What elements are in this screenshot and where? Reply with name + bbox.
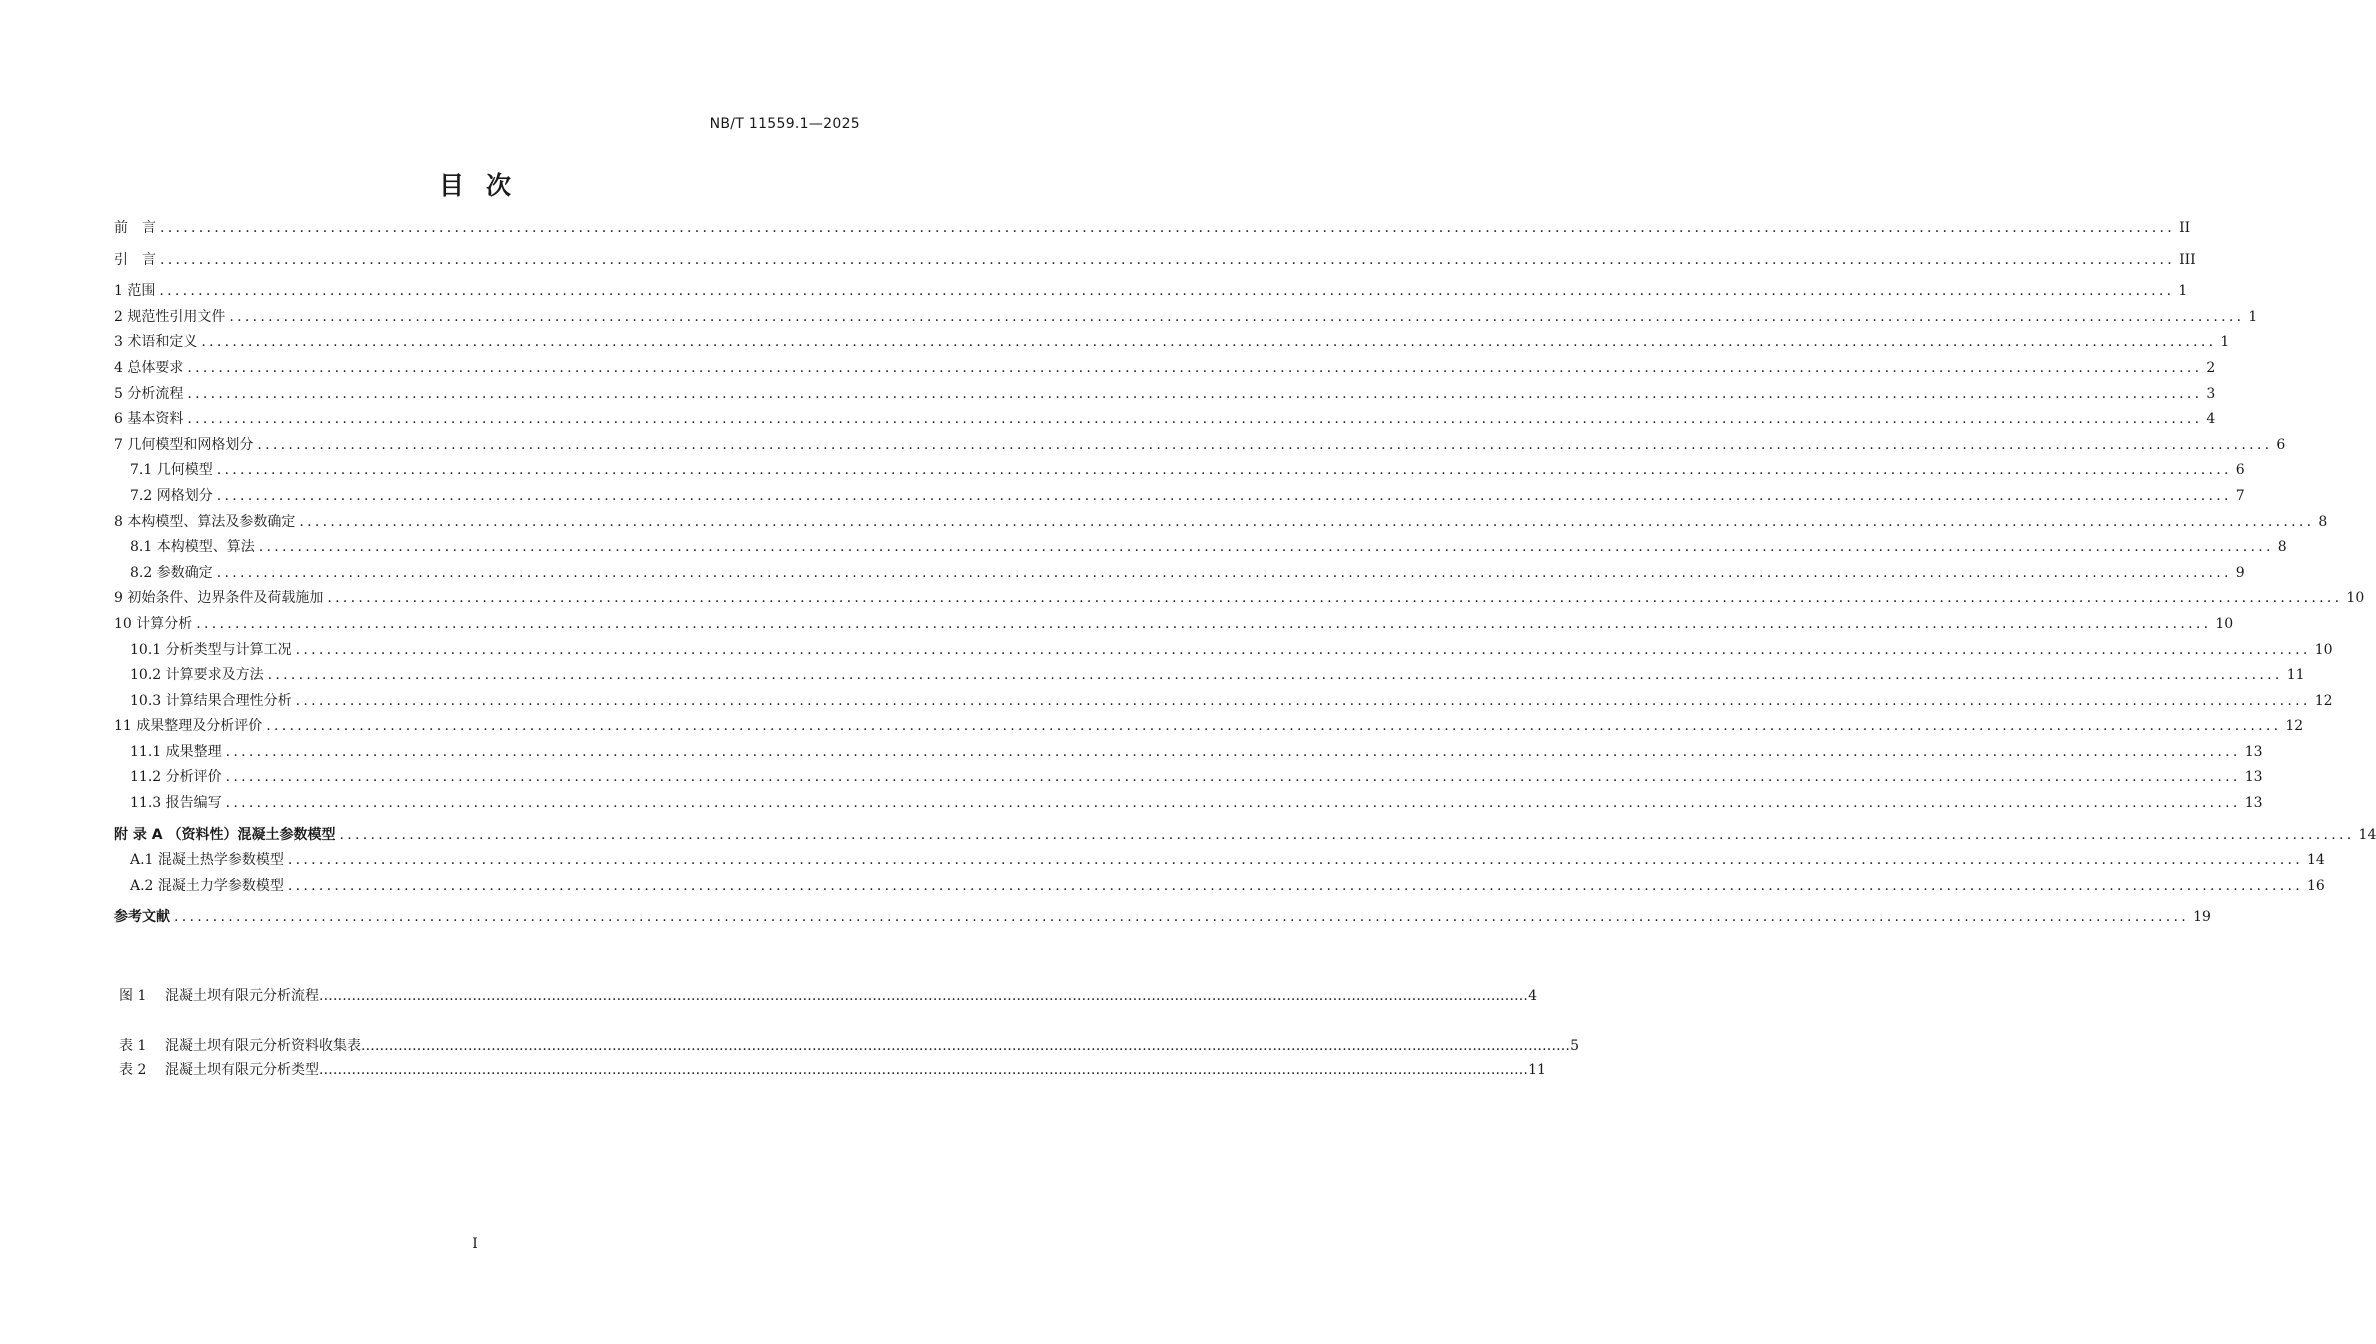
table-title: 混凝土坝有限元分析类型 <box>165 1062 319 1078</box>
table-number: 表 2 <box>119 1062 147 1078</box>
toc-entry-page: 16 <box>2306 877 2325 894</box>
toc-entry[interactable] <box>114 356 2216 382</box>
toc-entry-page: 13 <box>2244 769 2263 786</box>
table-entry-page: 5 <box>1570 1038 1579 1054</box>
figure-leader-dots: .................................................................................................................................................................................................................................................................... <box>319 988 1529 1004</box>
toc-entry-label: 11.3 报告编写 <box>130 795 222 812</box>
toc-leader-dots: .................................................................................................................................................................................................................................................................... <box>229 308 2245 325</box>
toc-entry-label: 参考文献 <box>114 909 170 926</box>
figure-entry-page: 4 <box>1528 988 1537 1004</box>
figure-title: 混凝土坝有限元分析流程 <box>165 988 319 1004</box>
toc-leader-dots: .................................................................................................................................................................................................................................................................... <box>159 283 2175 300</box>
toc-entry-page: 10 <box>2215 615 2234 632</box>
toc-entry[interactable] <box>114 484 2245 510</box>
toc-leader-dots: .................................................................................................................................................................................................................................................................... <box>257 436 2273 453</box>
toc-leader-dots: .................................................................................................................................................................................................................................................................... <box>295 692 2311 709</box>
toc-entry[interactable] <box>114 535 2287 561</box>
toc-entry-label: 7 几何模型和网格划分 <box>114 436 254 453</box>
figure-table-list <box>119 984 1579 1082</box>
toc-entry[interactable] <box>114 561 2245 587</box>
toc-leader-dots: .................................................................................................................................................................................................................................................................... <box>187 385 2203 402</box>
toc-entry-label: 11 成果整理及分析评价 <box>114 718 263 735</box>
toc-entry-label: 8 本构模型、算法及参数确定 <box>114 513 296 530</box>
toc-entry[interactable] <box>114 663 2305 689</box>
toc-leader-dots: .................................................................................................................................................................................................................................................................... <box>160 220 2176 236</box>
toc-entry[interactable] <box>114 612 2234 638</box>
toc-entry-label: 10.2 计算要求及方法 <box>130 667 264 684</box>
toc-entry-page: 8 <box>2277 539 2287 556</box>
toc-entry-page: 9 <box>2235 564 2245 581</box>
table-of-contents <box>114 216 2376 931</box>
toc-entry-label: 附 录 A （资料性）混凝土参数模型 <box>114 826 336 843</box>
toc-leader-dots: .................................................................................................................................................................................................................................................................... <box>258 539 2274 556</box>
toc-leader-dots: .................................................................................................................................................................................................................................................................... <box>196 615 2212 632</box>
toc-entry-page: III <box>2179 251 2196 268</box>
toc-entry-label: 7.2 网格划分 <box>130 487 213 504</box>
table-entry-page: 11 <box>1528 1062 1546 1078</box>
toc-entry-page: 11 <box>2286 667 2305 684</box>
toc-entry[interactable] <box>114 458 2245 484</box>
toc-entry-page: II <box>2179 220 2191 236</box>
toc-entry-page: 6 <box>2235 462 2245 479</box>
toc-entry-page: 10 <box>2346 590 2365 607</box>
toc-entry[interactable] <box>114 216 2191 242</box>
toc-entry-label: 7.1 几何模型 <box>130 462 213 479</box>
toc-leader-dots: .................................................................................................................................................................................................................................................................... <box>266 718 2282 735</box>
toc-entry-page: 2 <box>2206 359 2216 376</box>
toc-entry-label: A.2 混凝土力学参数模型 <box>130 877 284 894</box>
figure-number: 图 1 <box>119 988 147 1004</box>
toc-leader-dots: .................................................................................................................................................................................................................................................................... <box>216 487 2232 504</box>
toc-entry-page: 14 <box>2358 826 2376 843</box>
toc-entry-label: 10.1 分析类型与计算工况 <box>130 641 292 658</box>
table-leader-dots: .................................................................................................................................................................................................................................................................... <box>319 1062 1529 1078</box>
toc-entry[interactable] <box>114 638 2333 664</box>
toc-entry[interactable] <box>114 248 2196 274</box>
toc-entry-label: 6 基本资料 <box>114 411 184 428</box>
toc-entry-label: 2 规范性引用文件 <box>114 308 226 325</box>
toc-entry-page: 19 <box>2193 909 2211 926</box>
toc-leader-dots: .................................................................................................................................................................................................................................................................... <box>225 743 2241 760</box>
toc-entry-page: 7 <box>2235 487 2245 504</box>
toc-entry-page: 14 <box>2306 852 2325 869</box>
toc-entry[interactable] <box>114 407 2216 433</box>
page-title: 目次 <box>438 171 533 200</box>
toc-entry-page: 12 <box>2285 718 2304 735</box>
toc-entry-page: 13 <box>2244 795 2263 812</box>
toc-leader-dots: .................................................................................................................................................................................................................................................................... <box>287 852 2303 869</box>
toc-entry-page: 1 <box>2178 283 2188 300</box>
table-list-entry[interactable] <box>119 1034 1579 1058</box>
toc-entry[interactable] <box>114 874 2325 900</box>
toc-entry[interactable] <box>114 510 2328 536</box>
toc-entry[interactable] <box>114 382 2216 408</box>
toc-leader-dots: .................................................................................................................................................................................................................................................................... <box>339 826 2355 843</box>
toc-entry-label: 8.1 本构模型、算法 <box>130 539 255 556</box>
toc-entry[interactable] <box>114 714 2304 740</box>
toc-entry[interactable] <box>114 689 2333 715</box>
toc-leader-dots: .................................................................................................................................................................................................................................................................... <box>287 877 2303 894</box>
toc-leader-dots: .................................................................................................................................................................................................................................................................... <box>267 667 2283 684</box>
toc-leader-dots: .................................................................................................................................................................................................................................................................... <box>201 334 2217 351</box>
toc-leader-dots: .................................................................................................................................................................................................................................................................... <box>216 564 2232 581</box>
toc-leader-dots: .................................................................................................................................................................................................................................................................... <box>216 462 2232 479</box>
toc-entry-page: 3 <box>2206 385 2216 402</box>
toc-entry-label: 引 言 <box>114 251 156 268</box>
toc-entry-label: 1 范围 <box>114 283 156 300</box>
toc-entry-page: 6 <box>2276 436 2286 453</box>
toc-entry-page: 1 <box>2220 334 2230 351</box>
toc-leader-dots: .................................................................................................................................................................................................................................................................... <box>327 590 2343 607</box>
toc-leader-dots: .................................................................................................................................................................................................................................................................... <box>174 909 2190 926</box>
toc-entry[interactable] <box>114 765 2263 791</box>
toc-leader-dots: .................................................................................................................................................................................................................................................................... <box>225 795 2241 812</box>
toc-entry-label: 8.2 参数确定 <box>130 564 213 581</box>
table-list-entry[interactable] <box>119 1058 1546 1082</box>
toc-entry[interactable] <box>114 905 2211 931</box>
table-leader-dots: .................................................................................................................................................................................................................................................................... <box>361 1038 1571 1054</box>
toc-entry-page: 13 <box>2244 743 2263 760</box>
figure-entry-label <box>119 984 319 1008</box>
toc-entry-page: 8 <box>2318 513 2328 530</box>
toc-entry-label: 3 术语和定义 <box>114 334 198 351</box>
toc-entry-page: 4 <box>2206 411 2216 428</box>
toc-leader-dots: .................................................................................................................................................................................................................................................................... <box>160 251 2176 268</box>
toc-entry-page: 12 <box>2314 692 2333 709</box>
toc-entry-label: A.1 混凝土热学参数模型 <box>130 852 284 869</box>
toc-entry[interactable] <box>114 305 2258 331</box>
toc-entry[interactable] <box>114 791 2263 817</box>
toc-entry-label: 5 分析流程 <box>114 385 184 402</box>
toc-entry[interactable] <box>114 823 2376 849</box>
toc-entry[interactable] <box>114 279 2188 305</box>
toc-entry[interactable] <box>114 586 2365 612</box>
toc-entry-label: 10.3 计算结果合理性分析 <box>130 692 292 709</box>
toc-entry-page: 1 <box>2248 308 2258 325</box>
toc-entry-page: 10 <box>2314 641 2333 658</box>
toc-entry[interactable] <box>114 740 2263 766</box>
toc-leader-dots: .................................................................................................................................................................................................................................................................... <box>299 513 2315 530</box>
table-entry-label <box>119 1058 319 1082</box>
toc-entry-label: 前 言 <box>114 220 156 236</box>
table-entry-label <box>119 1034 361 1058</box>
figure-list-entry[interactable] <box>119 984 1537 1008</box>
toc-entry-label: 10 计算分析 <box>114 615 193 632</box>
toc-entry[interactable] <box>114 848 2325 874</box>
toc-entry-label: 4 总体要求 <box>114 359 184 376</box>
standard-code: NB/T 11559.1—2025 <box>709 116 860 132</box>
toc-leader-dots: .................................................................................................................................................................................................................................................................... <box>295 641 2311 658</box>
toc-entry-label: 11.2 分析评价 <box>130 769 222 786</box>
table-title: 混凝土坝有限元分析资料收集表 <box>165 1038 361 1054</box>
page-number: I <box>472 1236 478 1252</box>
table-number: 表 1 <box>119 1038 147 1054</box>
toc-entry[interactable] <box>114 330 2230 356</box>
toc-leader-dots: .................................................................................................................................................................................................................................................................... <box>187 359 2203 376</box>
toc-entry-label: 9 初始条件、边界条件及荷载施加 <box>114 590 324 607</box>
toc-entry-label: 11.1 成果整理 <box>130 743 222 760</box>
toc-entry[interactable] <box>114 433 2286 459</box>
toc-leader-dots: .................................................................................................................................................................................................................................................................... <box>225 769 2241 786</box>
toc-leader-dots: .................................................................................................................................................................................................................................................................... <box>187 411 2203 428</box>
